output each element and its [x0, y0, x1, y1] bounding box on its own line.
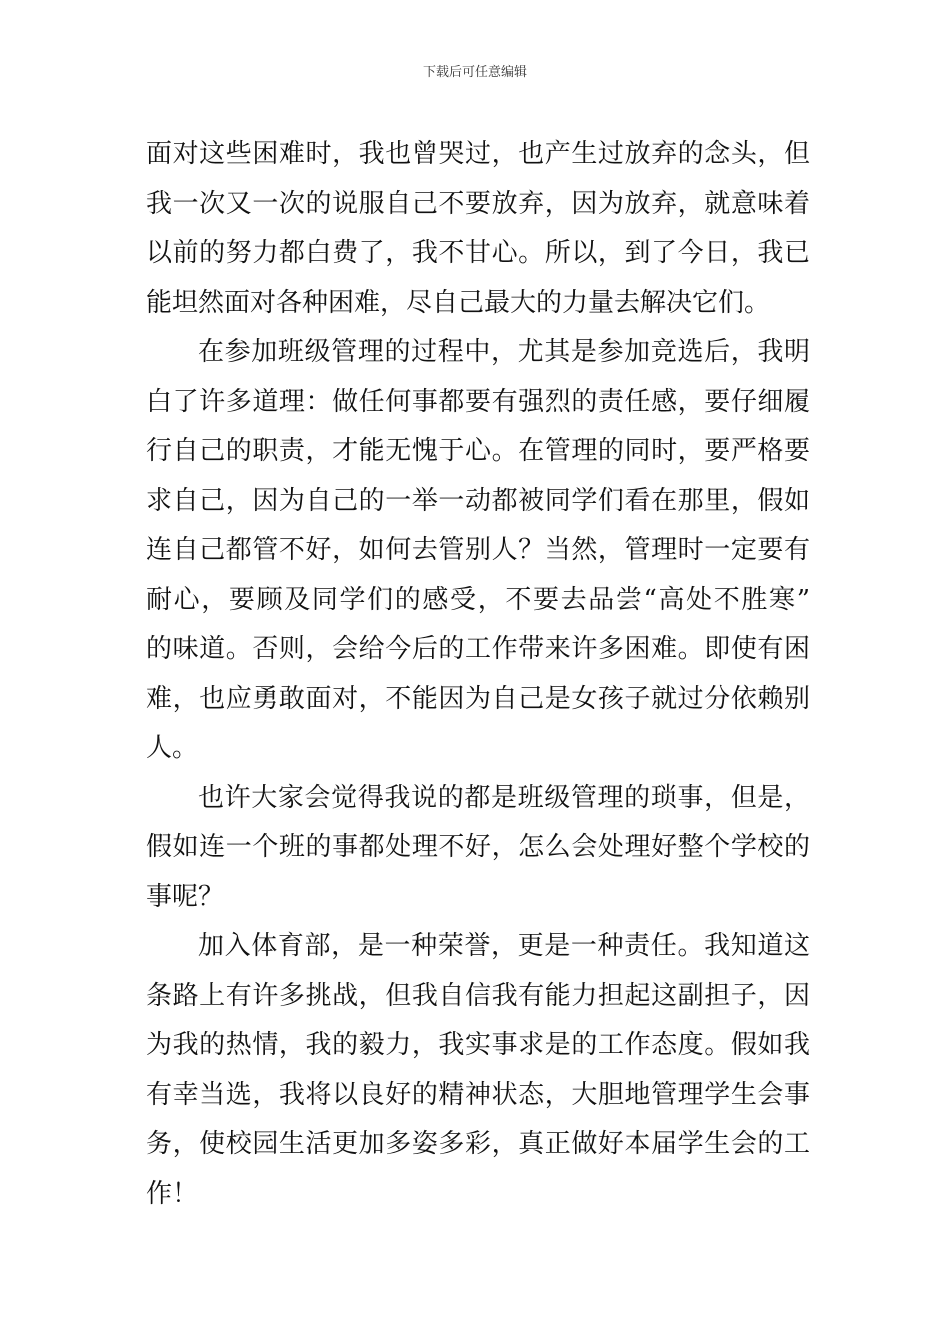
text-line: 我一次又一次的说服自己不要放弃，因为放弃，就意味着 [146, 188, 810, 219]
text-line: 难，也应勇敢面对，不能因为自己是女孩子就过分依赖别 [146, 683, 810, 714]
text-line: 白了许多道理：做任何事都要有强烈的责任感，要仔细履 [146, 386, 810, 417]
text-line: 假如连一个班的事都处理不好，怎么会处理好整个学校的 [146, 832, 810, 862]
document-body [146, 130, 810, 1219]
text-line: 耐心，要顾及同学们的感受，不要去品尝“高处不胜寒” [146, 584, 810, 615]
text-line: 作！ [146, 1178, 199, 1209]
text-line: 条路上有许多挑战，但我自信我有能力担起这副担子，因 [146, 980, 810, 1011]
page-header: 下载后可任意编辑 [422, 65, 527, 80]
text-line: 的味道。否则，会给今后的工作带来许多困难。即使有困 [146, 634, 810, 664]
text-line: 务，使校园生活更加多姿多彩，真正做好本届学生会的工 [146, 1129, 810, 1159]
text-line: 在参加班级管理的过程中，尤其是参加竞选后，我明 [198, 337, 810, 367]
text-line: 加入体育部，是一种荣誉，更是一种责任。我知道这 [198, 931, 810, 961]
paragraph [146, 130, 810, 328]
text-line: 为我的热情，我的毅力，我实事求是的工作态度。假如我 [146, 1030, 810, 1060]
text-line: 连自己都管不好，如何去管别人？当然，管理时一定要有 [146, 535, 810, 565]
text-line: 以前的努力都白费了，我不甘心。所以，到了今日，我已 [146, 238, 810, 268]
paragraph [146, 328, 810, 774]
text-line: 事呢？ [146, 881, 225, 912]
text-line: 能坦然面对各种困难，尽自己最大的力量去解决它们。 [146, 287, 771, 318]
text-line: 人。 [146, 733, 199, 763]
text-line: 也许大家会觉得我说的都是班级管理的琐事，但是， [198, 782, 810, 813]
text-line: 面对这些困难时，我也曾哭过，也产生过放弃的念头，但 [146, 139, 810, 169]
text-line: 求自己，因为自己的一举一动都被同学们看在那里，假如 [146, 485, 810, 516]
paragraph [146, 774, 810, 923]
text-line: 行自己的职责，才能无愧于心。在管理的同时，要严格要 [146, 436, 810, 466]
text-line: 有幸当选，我将以良好的精神状态，大胆地管理学生会事 [146, 1079, 810, 1110]
paragraph [146, 922, 810, 1219]
